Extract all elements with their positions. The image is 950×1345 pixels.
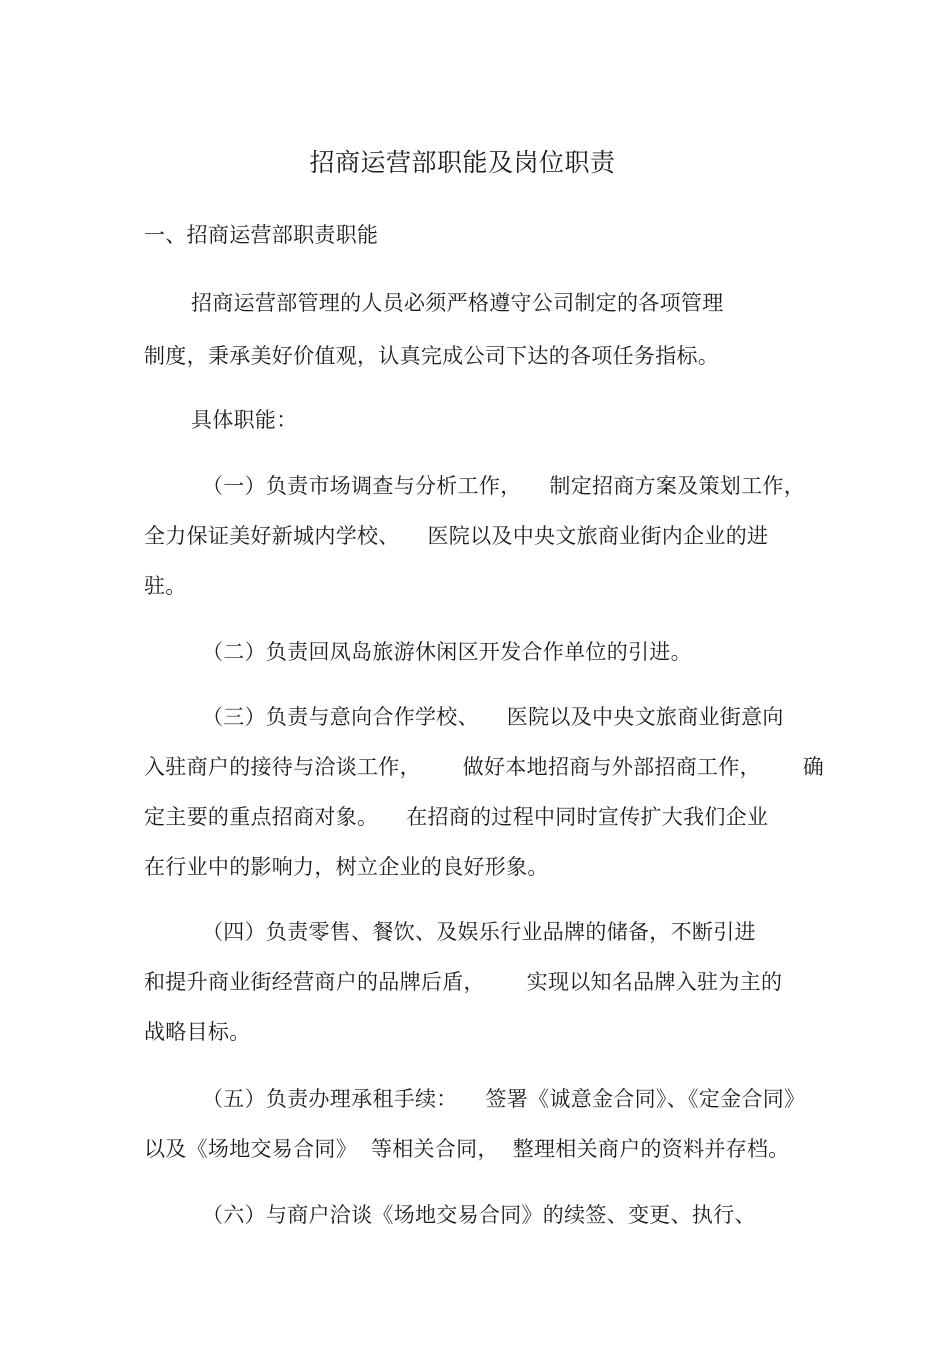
item-4-line-1: （四）负责零售、餐饮、及娱乐行业品牌的储备，不断引进 [202, 920, 756, 944]
item-6-line-1: （六）与商户洽谈《场地交易合同》的续签、变更、执行、 [202, 1203, 756, 1227]
item-1-line-3: 驻。 [144, 574, 187, 598]
specific-functions-label: 具体职能： [191, 408, 298, 432]
item-5-line-2: 以及《场地交易合同》 等相关合同， 整理相关商户的资料并存档。 [144, 1137, 790, 1161]
item-5-line-1: （五）负责办理承租手续： 签署《诚意金合同》、《定金合同》 [202, 1087, 806, 1111]
item-1-line-2: 全力保证美好新城内学校、 医院以及中央文旅商业街内企业的进 [144, 524, 769, 548]
item-2-line-1: （二）负责回凤岛旅游休闲区开发合作单位的引进。 [202, 640, 692, 664]
intro-line-2: 制度，秉承美好价值观，认真完成公司下达的各项任务指标。 [144, 344, 720, 368]
item-3-line-4: 在行业中的影响力，树立企业的良好形象。 [144, 855, 549, 879]
intro-line-1: 招商运营部管理的人员必须严格遵守公司制定的各项管理 [191, 291, 724, 315]
document-title: 招商运营部职能及岗位职责 [309, 148, 616, 177]
section-heading: 一、招商运营部职责职能 [144, 223, 379, 247]
item-3-line-3: 定主要的重点招商对象。 在招商的过程中同时宣传扩大我们企业 [144, 805, 769, 829]
item-4-line-2: 和提升商业街经营商户的品牌后盾， 实现以知名品牌入驻为主的 [144, 970, 783, 994]
item-3-line-2: 入驻商户的接待与洽谈工作， 做好本地招商与外部招商工作， 确 [144, 755, 825, 779]
item-3-line-1: （三）负责与意向合作学校、 医院以及中央文旅商业街意向 [202, 705, 784, 729]
item-4-line-3: 战略目标。 [144, 1020, 251, 1044]
item-1-line-1: （一）负责市场调查与分析工作， 制定招商方案及策划工作， [202, 474, 805, 498]
